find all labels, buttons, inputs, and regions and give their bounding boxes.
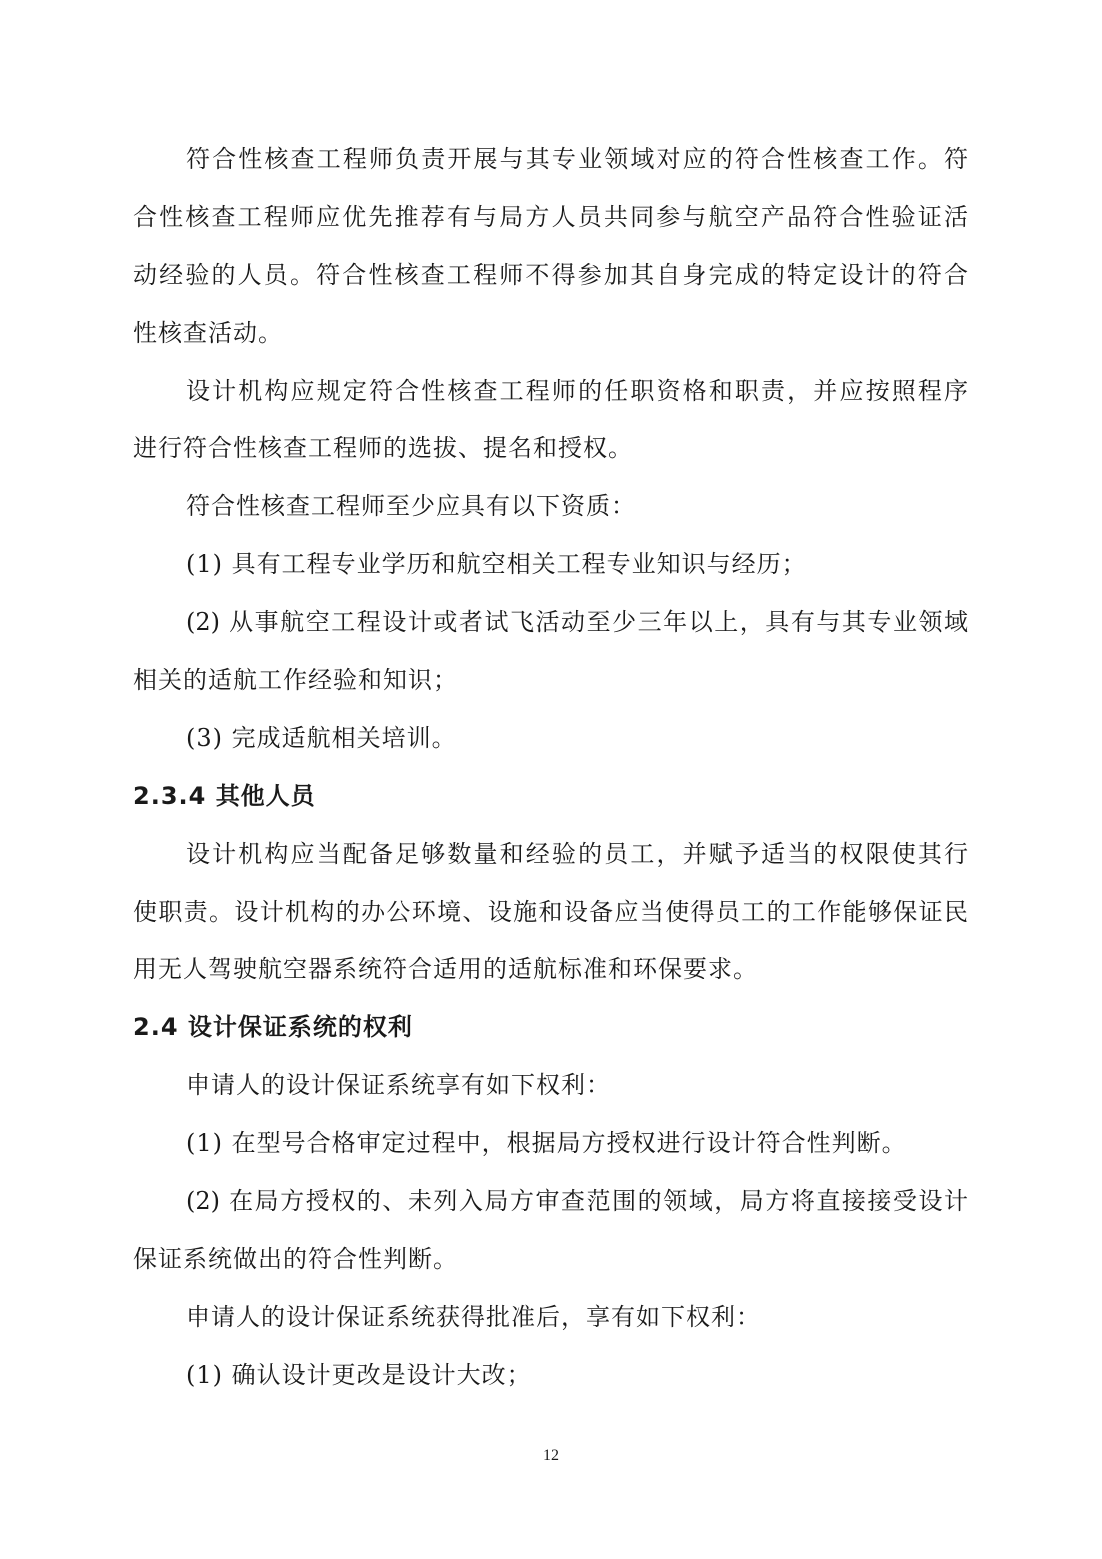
list-item-line: (1) 具有工程专业学历和航空相关工程专业知识与经历； [186,550,807,579]
paragraph-line: 用无人驾驶航空器系统符合适用的适航标准和环保要求。 [133,955,758,984]
list-item-line: (1) 在型号合格审定过程中，根据局方授权进行设计符合性判断。 [186,1129,907,1158]
paragraph [133,826,968,1000]
section-heading: 2.3.4 其他人员 [133,781,316,810]
paragraph-line: 进行符合性核查工程师的选拔、提名和授权。 [133,434,633,463]
list-item [133,594,968,710]
paragraph-line: 申请人的设计保证系统享有如下权利： [186,1071,611,1100]
paragraph-line: 设计机构应规定符合性核查工程师的任职资格和职责，并应按照程序 [186,376,968,405]
list-item [133,1173,968,1289]
paragraph [133,1289,968,1347]
list-item-line: (1) 确认设计更改是设计大改； [186,1360,532,1389]
list-item [133,710,968,768]
list-item [133,1115,968,1173]
list-item-line: 相关的适航工作经验和知识； [133,666,458,695]
list-item [133,1347,968,1405]
document-body [133,131,968,1405]
paragraph-line: 设计机构应当配备足够数量和经验的员工，并赋予适当的权限使其行 [186,839,968,868]
paragraph [133,478,968,536]
section-heading: 2.4 设计保证系统的权利 [133,1013,413,1042]
paragraph-line: 性核查活动。 [133,318,283,347]
paragraph-line: 使职责。设计机构的办公环境、设施和设备应当使得员工的工作能够保证民 [133,897,968,926]
paragraph-line: 动经验的人员。符合性核查工程师不得参加其自身完成的特定设计的符合 [133,260,968,289]
list-item-line: 保证系统做出的符合性判断。 [133,1244,458,1273]
paragraph-line: 符合性核查工程师负责开展与其专业领域对应的符合性核查工作。符 [186,145,968,173]
paragraph-line: 申请人的设计保证系统获得批准后，享有如下权利： [186,1302,761,1331]
page-number: 12 [543,1447,559,1464]
list-item-line: (2) 从事航空工程设计或者试飞活动至少三年以上，具有与其专业领域 [186,608,968,637]
list-item [133,536,968,594]
paragraph-line: 合性核查工程师应优先推荐有与局方人员共同参与航空产品符合性验证活 [133,202,968,231]
list-item-line: (2) 在局方授权的、未列入局方审查范围的领域，局方将直接接受设计 [186,1187,968,1216]
paragraph [133,363,968,479]
paragraph [133,1057,968,1115]
paragraph-line: 符合性核查工程师至少应具有以下资质： [186,492,636,521]
list-item-line: (3) 完成适航相关培训。 [186,723,457,752]
paragraph [133,131,968,363]
